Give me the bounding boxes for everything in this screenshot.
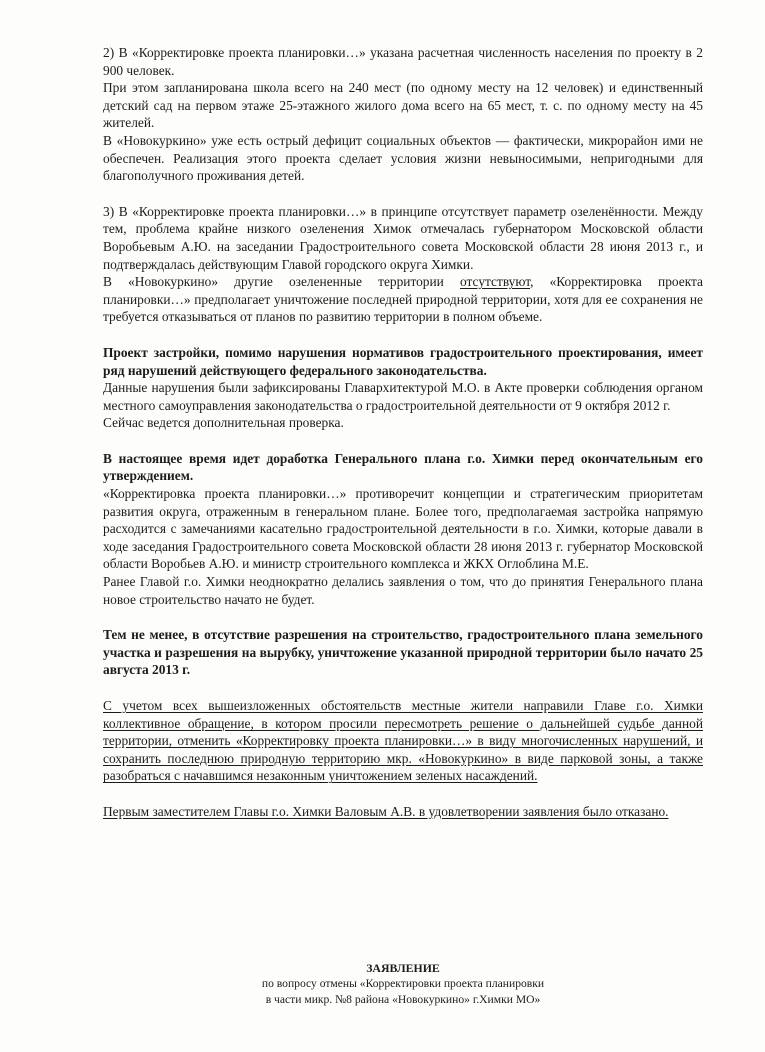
green-territories-text-a: В «Новокуркино» другие озелененные территории [103,274,461,290]
green-territories-text-b: , «Корректировка проекта планировки…» предполагает уничтожение последней природной территории, хотя для ее сохранения не требуется отказываться от планов по развитию территории в полном объеме. [103,274,703,325]
paragraph-greenery: 3) В «Корректировке проекта планировки…» в принципе отсутствует параметр озеленённости. Между тем, проблема крайне низкого озеленения Химок отмечалась губернатором Московской области Воробьевым А.Ю. на заседании Градостроительного совета Московской области 28 июня 2013 г., и подтверждалась действующим Главой городского округа Химки. [103,203,703,272]
paragraph-additional-check: Сейчас ведется дополнительная проверка. [103,415,344,431]
footer-title: ЗАЯВЛЕНИЕ [366,961,440,975]
footer-line-1: по вопросу отмены «Корректировки проекта планировки [261,977,545,990]
paragraph-contradiction: «Корректировка проекта планировки…» противоречит концепции и стратегическим приоритетам развития округа, отраженным в генеральном плане. Более того, предполагаемая застройка напрямую расходится с замечаниями касательно градостроительной деятельности в г.о. Химки, которые давали в ходе заседания Градостроительного совета Московской области 28 июня 2013 г. губернатор Московской области Воробьев А.Ю. и министр строительного комплекса и ЖКХ Оглоблина М.Е. [103,486,703,572]
paragraph-social-deficit: В «Новокуркино» уже есть острый дефицит социальных объектов — фактически, микрорайон ими не обеспечен. Реализация этого проекта сделает условия жизни невыносимыми, непригодными для благополучного проживания детей. [103,132,703,184]
paragraph-gap [103,679,703,697]
document-body [103,44,703,821]
footer-line-2: в части микр. №8 района «Новокуркино» г.Химки МО» [265,993,541,1006]
paragraph-refusal: Первым заместителем Главы г.о. Химки Валовым А.В. в удовлетворении заявления было отказано. [103,803,669,819]
paragraph-earlier-statements: Ранее Главой г.о. Химки неоднократно делались заявления о том, что до принятия Генерального плана новое строительство начато не будет. [103,574,703,607]
paragraph-gap [103,608,703,626]
paragraph-violations-recorded: Данные нарушения были зафиксированы Главархитектурой М.О. в Акте проверки соблюдения органом местного самоуправления законодательства о градостроительной деятельности от 9 октября 2012 г. [103,380,703,413]
paragraph-collective-appeal: С учетом всех вышеизложенных обстоятельств местные жители направили Главе г.о. Химки коллективное обращение, в котором просили пересмотреть решение о дальнейшей судьбе данной территории, отменить «Корректировку проекта планировки…» в виду многочисленных нарушений, и сохранить последнюю природную территорию мкр. «Новокуркино» в виде парковой зоны, а также разобраться с начавшимся незаконным уничтожением зеленых насаждений. [103,698,703,784]
paragraph-gap [103,432,703,450]
absent-underlined: отсутствуют [460,274,531,290]
heading-law-violations: Проект застройки, помимо нарушения нормативов градостроительного проектирования, имеет ряд нарушений действующего федерального законодательства. [103,344,703,378]
heading-destruction-started: Тем не менее, в отсутствие разрешения на строительство, градостроительного плана земельного участка и разрешения на вырубку, уничтожение указанной природной территории было начато 25 августа 2013 г. [103,627,703,678]
heading-general-plan: В настоящее время идет доработка Генерального плана г.о. Химки перед окончательным его утверждением. [103,450,703,484]
paragraph-population: 2) В «Корректировке проекта планировки…» указана расчетная численность населения по проекту в 2 900 человек. [103,45,703,78]
paragraph-school-kindergarten: При этом запланирована школа всего на 240 мест (по одному месту на 12 человек) и единственный детский сад на первом этаже 25-этажного жилого дома всего на 65 мест, т. с. по одному месту на 45 жителей. [103,80,703,131]
paragraph-gap [103,185,703,203]
paragraph-green-territories [103,273,703,326]
document-footer [103,960,703,1008]
paragraph-gap [103,326,703,344]
paragraph-gap [103,785,703,803]
